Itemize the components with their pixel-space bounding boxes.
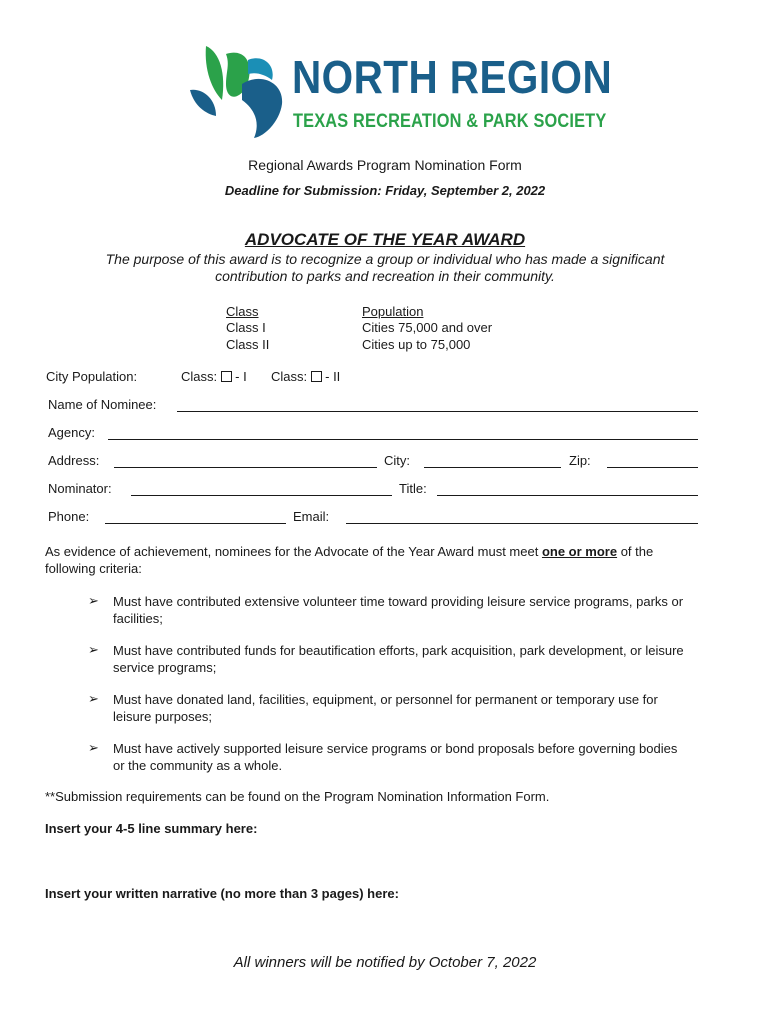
criteria-item-line: Must have contributed funds for beautification efforts, park acquisition, park development, or leisure bbox=[113, 643, 684, 658]
award-purpose-line1: The purpose of this award is to recognize a group or individual who has made a significant bbox=[105, 251, 665, 267]
narrative-prompt: Insert your written narrative (no more than 3 pages) here: bbox=[45, 886, 399, 901]
criteria-item-line: Must have donated land, facilities, equipment, or personnel for permanent or temporary use for bbox=[113, 692, 658, 707]
criteria-intro-line2: following criteria: bbox=[45, 561, 142, 576]
population-cell: Cities 75,000 and over bbox=[362, 320, 493, 335]
city-field[interactable] bbox=[424, 467, 561, 468]
bullet-arrow-icon: ➢ bbox=[88, 593, 99, 608]
class-header: Class bbox=[226, 304, 259, 319]
phone-field[interactable] bbox=[105, 523, 286, 524]
criteria-item-line: service programs; bbox=[113, 660, 217, 675]
criteria-intro-emphasis: one or more bbox=[541, 544, 618, 559]
city-label: City: bbox=[384, 453, 410, 468]
criteria-item bbox=[113, 642, 733, 676]
class-i-checkbox[interactable] bbox=[221, 371, 232, 382]
criteria-item-line: facilities; bbox=[113, 611, 163, 626]
email-field[interactable] bbox=[346, 523, 698, 524]
class-ii-option[interactable] bbox=[271, 369, 340, 384]
email-label: Email: bbox=[293, 509, 330, 524]
class-i-suffix: - I bbox=[235, 369, 247, 384]
criteria-item-line: leisure purposes; bbox=[113, 709, 212, 724]
class-i-prefix: Class: bbox=[181, 369, 218, 384]
criteria-intro bbox=[45, 544, 653, 559]
logo-title: NORTH REGION bbox=[292, 51, 613, 103]
class-ii-suffix: - II bbox=[325, 369, 341, 384]
award-purpose-line2: contribution to parks and recreation in their community. bbox=[215, 268, 555, 284]
phone-label: Phone: bbox=[48, 509, 90, 524]
criteria-intro-before: As evidence of achievement, nominees for the Advocate of the Year Award must meet bbox=[45, 544, 542, 559]
criteria-item-line: Must have actively supported leisure service programs or bond proposals before governing bodies bbox=[113, 741, 678, 756]
logo-subtitle: TEXAS RECREATION & PARK SOCIETY bbox=[293, 111, 607, 132]
title-field[interactable] bbox=[437, 495, 698, 496]
bullet-arrow-icon: ➢ bbox=[88, 740, 99, 755]
class-ii-prefix: Class: bbox=[271, 369, 308, 384]
address-field[interactable] bbox=[114, 467, 377, 468]
winners-note: All winners will be notified by October 7, 2022 bbox=[233, 954, 537, 971]
criteria-item bbox=[113, 691, 733, 725]
agency-label: Agency: bbox=[48, 425, 95, 440]
summary-prompt: Insert your 4-5 line summary here: bbox=[45, 821, 258, 836]
city-population-label: City Population: bbox=[46, 369, 138, 384]
bullet-arrow-icon: ➢ bbox=[88, 642, 99, 657]
population-cell: Cities up to 75,000 bbox=[362, 337, 471, 352]
form-title: Regional Awards Program Nomination Form bbox=[248, 157, 522, 173]
zip-field[interactable] bbox=[607, 467, 698, 468]
class-i-option[interactable] bbox=[181, 369, 247, 384]
bullet-arrow-icon: ➢ bbox=[88, 691, 99, 706]
criteria-item bbox=[113, 593, 733, 627]
submission-note: **Submission requirements can be found on the Program Nomination Information Form. bbox=[45, 789, 550, 804]
nominator-label: Nominator: bbox=[48, 481, 112, 496]
nominator-field[interactable] bbox=[131, 495, 392, 496]
criteria-item-line: Must have contributed extensive volunteer time toward providing leisure service programs, parks or bbox=[113, 594, 684, 609]
agency-field[interactable] bbox=[108, 439, 698, 440]
class-cell: Class II bbox=[226, 337, 270, 352]
population-header: Population bbox=[362, 304, 424, 319]
leaf-logo-icon bbox=[186, 44, 290, 140]
deadline-text: Deadline for Submission: Friday, September 2, 2022 bbox=[224, 183, 546, 198]
award-title: ADVOCATE OF THE YEAR AWARD bbox=[244, 230, 526, 249]
nominee-label: Name of Nominee: bbox=[48, 397, 157, 412]
class-cell: Class I bbox=[226, 320, 266, 335]
criteria-item-line: or the community as a whole. bbox=[113, 758, 283, 773]
address-label: Address: bbox=[48, 453, 100, 468]
criteria-item bbox=[113, 740, 733, 774]
title-label: Title: bbox=[399, 481, 427, 496]
zip-label: Zip: bbox=[569, 453, 591, 468]
nominee-field[interactable] bbox=[177, 411, 698, 412]
class-ii-checkbox[interactable] bbox=[311, 371, 322, 382]
criteria-intro-after: of the bbox=[617, 544, 654, 559]
